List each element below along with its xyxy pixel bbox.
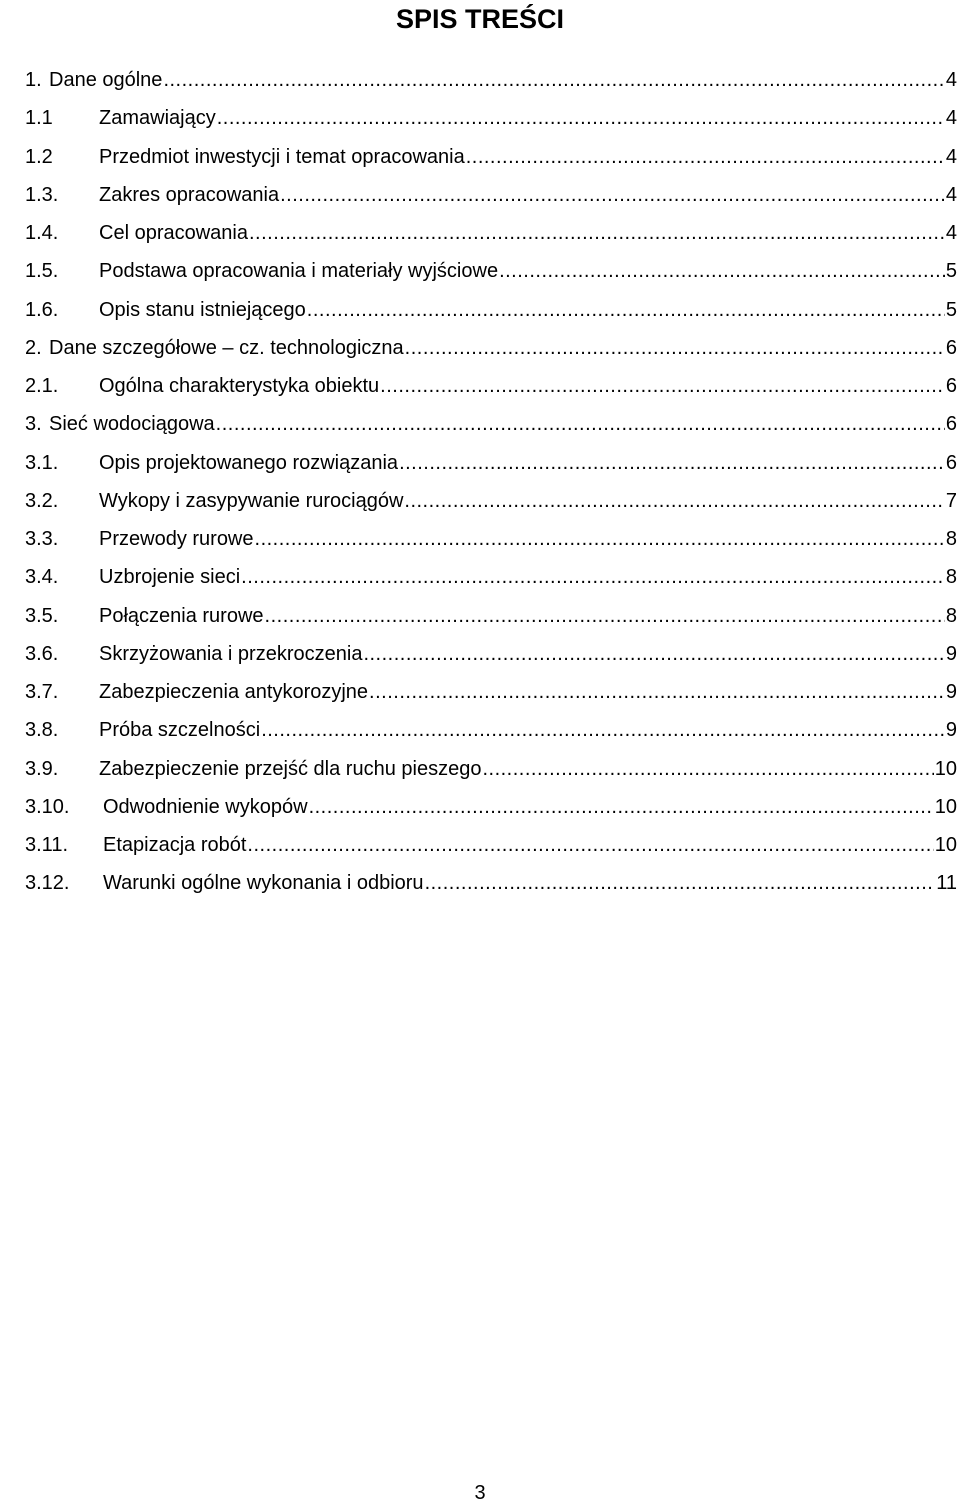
toc-entry[interactable] xyxy=(25,641,957,679)
toc-entry-page: 11 xyxy=(936,872,957,895)
toc-dot-leader xyxy=(405,335,945,361)
toc-dot-leader xyxy=(261,717,945,743)
toc-entry[interactable] xyxy=(25,105,957,143)
toc-entry[interactable] xyxy=(25,679,957,717)
toc-entry-page: 8 xyxy=(945,604,957,627)
toc-dot-leader xyxy=(466,144,945,170)
toc-entry-label: Dane szczegółowe – cz. technologiczna xyxy=(49,336,404,359)
toc-entry[interactable] xyxy=(25,67,957,105)
toc-entry-number: 3.5. xyxy=(25,604,59,627)
toc-dot-leader xyxy=(265,603,945,629)
toc-entry-page: 8 xyxy=(945,566,957,589)
toc-entry-number: 3. xyxy=(25,413,42,436)
toc-entry-page: 4 xyxy=(945,145,957,168)
toc-entry-page: 10 xyxy=(934,795,957,818)
toc-entry-page: 6 xyxy=(945,336,957,359)
toc-entry[interactable] xyxy=(25,450,957,488)
toc-entry-label: Etapizacja robót xyxy=(103,834,247,856)
toc-entry-number: 2.1. xyxy=(25,375,59,397)
toc-entry-number: 1.6. xyxy=(25,298,59,321)
toc-entry-label: Odwodnienie wykopów xyxy=(103,795,308,818)
toc-dot-leader xyxy=(363,641,944,667)
toc-entry-number: 3.7. xyxy=(25,681,59,703)
toc-entry-label: Wykopy i zasypywanie rurociągów xyxy=(99,489,404,512)
toc-dot-leader xyxy=(380,373,945,399)
toc-entry-label: Zamawiający xyxy=(99,107,216,130)
toc-entry-label: Warunki ogólne wykonania i odbioru xyxy=(103,872,424,895)
toc-entry-number: 3.1. xyxy=(25,451,59,474)
toc-dot-leader xyxy=(482,756,933,782)
toc-entry-label: Połączenia rurowe xyxy=(99,604,264,627)
toc-dot-leader xyxy=(217,105,945,131)
toc-entry[interactable] xyxy=(25,411,957,449)
toc-entry[interactable] xyxy=(25,756,957,794)
toc-entry[interactable] xyxy=(25,258,957,296)
toc-dot-leader xyxy=(216,411,945,437)
toc-entry-number: 3.6. xyxy=(25,642,59,665)
toc-dot-leader xyxy=(369,679,945,705)
toc-entry-number: 3.12. xyxy=(25,872,70,895)
toc-dot-leader xyxy=(309,794,934,820)
toc-entry-page: 10 xyxy=(934,757,957,780)
toc-dot-leader xyxy=(499,258,945,284)
toc-dot-leader xyxy=(399,450,945,476)
toc-entry[interactable] xyxy=(25,870,957,908)
toc-entry-number: 3.4. xyxy=(25,566,59,589)
toc-entry[interactable] xyxy=(25,488,957,526)
toc-entry-page: 4 xyxy=(945,183,957,206)
toc-entry-page: 6 xyxy=(945,451,957,474)
toc-entry[interactable] xyxy=(25,832,957,870)
toc-entry-label: Zakres opracowania xyxy=(99,183,280,206)
toc-entry[interactable] xyxy=(25,717,957,755)
toc-entry[interactable] xyxy=(25,526,957,564)
toc-entry-number: 3.10. xyxy=(25,795,70,818)
toc-entry-label: Skrzyżowania i przekroczenia xyxy=(99,642,363,665)
toc-entry-label: Przedmiot inwestycji i temat opracowania xyxy=(99,145,465,168)
toc-entry-label: Opis stanu istniejącego xyxy=(99,298,306,321)
toc-entry-number: 3.2. xyxy=(25,489,59,512)
toc-entry-page: 4 xyxy=(945,107,957,130)
toc-entry-page: 5 xyxy=(945,298,957,321)
toc-entry-label: Podstawa opracowania i materiały wyjściowe xyxy=(99,260,499,283)
toc-dot-leader xyxy=(280,182,945,208)
toc-entry-page: 9 xyxy=(945,719,957,742)
toc-dot-leader xyxy=(425,870,936,896)
toc-entry-page: 9 xyxy=(945,681,957,703)
toc-dot-leader xyxy=(404,488,944,514)
toc-entry-page: 4 xyxy=(945,222,957,244)
toc-entry-number: 3.9. xyxy=(25,757,59,780)
toc-entry[interactable] xyxy=(25,182,957,220)
toc-entry-label: Próba szczelności xyxy=(99,719,261,742)
toc-dot-leader xyxy=(307,297,945,323)
toc-entry-number: 3.11. xyxy=(25,834,68,856)
toc-entry-number: 2. xyxy=(25,336,42,359)
toc-entry-label: Dane ogólne xyxy=(49,69,163,91)
toc-entry-label: Zabezpieczenia antykorozyjne xyxy=(99,681,369,703)
toc-entry-number: 1.1 xyxy=(25,107,53,130)
toc-entry[interactable] xyxy=(25,144,957,182)
toc-entry-page: 9 xyxy=(945,642,957,665)
toc-entry-number: 3.3. xyxy=(25,528,59,550)
toc-entry-number: 1.3. xyxy=(25,183,59,206)
toc-entry[interactable] xyxy=(25,335,957,373)
table-of-contents xyxy=(25,67,957,909)
toc-entry[interactable] xyxy=(25,373,957,411)
toc-entry-label: Opis projektowanego rozwiązania xyxy=(99,451,399,474)
toc-entry-page: 10 xyxy=(934,834,957,856)
toc-entry-label: Zabezpieczenie przejść dla ruchu pieszego xyxy=(99,757,482,780)
toc-entry[interactable] xyxy=(25,564,957,602)
toc-entry[interactable] xyxy=(25,603,957,641)
toc-entry[interactable] xyxy=(25,794,957,832)
toc-dot-leader xyxy=(249,220,945,246)
toc-entry-page: 8 xyxy=(945,528,957,550)
toc-entry[interactable] xyxy=(25,220,957,258)
toc-entry-label: Ogólna charakterystyka obiektu xyxy=(99,375,380,397)
toc-dot-leader xyxy=(255,526,945,552)
toc-entry-number: 1.2 xyxy=(25,145,53,168)
toc-entry-number: 1.5. xyxy=(25,260,59,283)
toc-entry-label: Cel opracowania xyxy=(99,222,248,244)
toc-entry-label: Uzbrojenie sieci xyxy=(99,566,241,589)
toc-dot-leader xyxy=(247,832,933,858)
toc-entry-number: 1.4. xyxy=(25,222,59,244)
toc-entry-page: 5 xyxy=(945,260,957,283)
toc-entry-page: 6 xyxy=(945,375,957,397)
page-number: 3 xyxy=(474,1482,486,1504)
page-title: SPIS TREŚCI xyxy=(395,4,565,34)
toc-dot-leader xyxy=(163,67,944,93)
toc-entry-page: 4 xyxy=(945,69,957,91)
toc-entry-number: 1. xyxy=(25,69,42,91)
toc-entry-label: Przewody rurowe xyxy=(99,528,254,550)
toc-entry-page: 7 xyxy=(945,489,957,512)
toc-entry-label: Sieć wodociągowa xyxy=(49,413,215,436)
toc-entry-number: 3.8. xyxy=(25,719,59,742)
toc-entry-page: 6 xyxy=(945,413,957,436)
toc-entry[interactable] xyxy=(25,297,957,335)
toc-dot-leader xyxy=(241,564,945,590)
